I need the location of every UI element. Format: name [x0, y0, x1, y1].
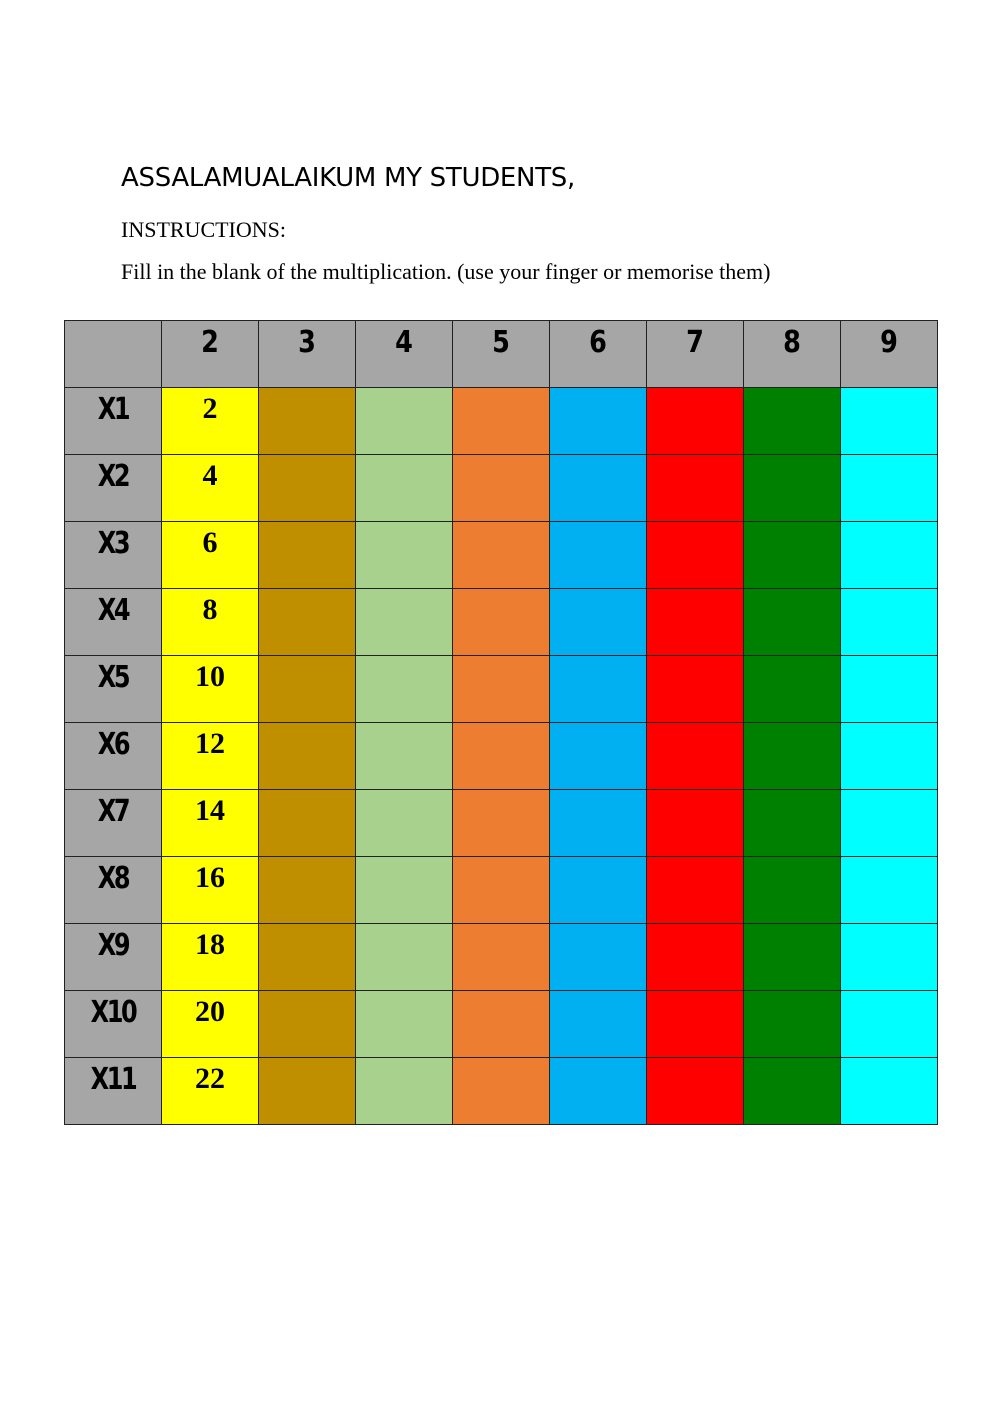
- answer-value: 18: [195, 928, 225, 961]
- row-header-label: X11: [90, 1062, 136, 1097]
- blank-answer-cell[interactable]: [259, 1058, 356, 1125]
- blank-answer-cell[interactable]: [453, 1058, 550, 1125]
- row-header-label: X6: [97, 727, 129, 762]
- blank-answer-cell[interactable]: [259, 388, 356, 455]
- multiplication-table: [64, 320, 938, 1125]
- blank-answer-cell[interactable]: [453, 656, 550, 723]
- column-header-label: 2: [201, 325, 219, 360]
- blank-answer-cell[interactable]: [259, 991, 356, 1058]
- blank-answer-cell[interactable]: [647, 790, 744, 857]
- blank-answer-cell[interactable]: [550, 790, 647, 857]
- table-row: [65, 924, 938, 991]
- instructions-heading: INSTRUCTIONS:: [121, 217, 287, 242]
- column-header-label: 3: [298, 325, 316, 360]
- blank-answer-cell[interactable]: [550, 857, 647, 924]
- blank-answer-cell[interactable]: [259, 924, 356, 991]
- blank-answer-cell[interactable]: [259, 857, 356, 924]
- blank-answer-cell[interactable]: [550, 1058, 647, 1125]
- row-header-cell: [65, 455, 162, 522]
- answer-cell: [162, 522, 259, 589]
- blank-answer-cell[interactable]: [647, 656, 744, 723]
- blank-answer-cell[interactable]: [356, 455, 453, 522]
- answer-value: 20: [195, 995, 225, 1028]
- blank-answer-cell[interactable]: [841, 857, 938, 924]
- answer-value: 22: [195, 1062, 225, 1095]
- table-row: [65, 991, 938, 1058]
- table-row: [65, 723, 938, 790]
- blank-answer-cell[interactable]: [647, 924, 744, 991]
- column-header-label: 4: [395, 325, 413, 360]
- blank-answer-cell[interactable]: [744, 1058, 841, 1125]
- table-row: [65, 857, 938, 924]
- answer-value: 10: [195, 660, 225, 693]
- blank-answer-cell[interactable]: [356, 388, 453, 455]
- blank-answer-cell[interactable]: [744, 656, 841, 723]
- blank-answer-cell[interactable]: [841, 455, 938, 522]
- blank-answer-cell[interactable]: [744, 589, 841, 656]
- answer-cell: [162, 1058, 259, 1125]
- answer-value: 16: [195, 861, 225, 894]
- column-header-cell: [550, 321, 647, 388]
- answer-cell: [162, 723, 259, 790]
- blank-answer-cell[interactable]: [453, 455, 550, 522]
- blank-answer-cell[interactable]: [841, 589, 938, 656]
- column-header-cell: [453, 321, 550, 388]
- blank-answer-cell[interactable]: [453, 924, 550, 991]
- blank-answer-cell[interactable]: [550, 522, 647, 589]
- blank-answer-cell[interactable]: [744, 455, 841, 522]
- blank-answer-cell[interactable]: [647, 991, 744, 1058]
- table-row: [65, 522, 938, 589]
- column-header-label: 6: [589, 325, 607, 360]
- blank-answer-cell[interactable]: [647, 857, 744, 924]
- table-row: [65, 455, 938, 522]
- answer-value: 4: [202, 459, 218, 492]
- column-header-cell: [162, 321, 259, 388]
- answer-cell: [162, 455, 259, 522]
- table-header-row: [65, 321, 938, 388]
- answer-cell: [162, 991, 259, 1058]
- blank-answer-cell[interactable]: [841, 790, 938, 857]
- blank-answer-cell[interactable]: [744, 991, 841, 1058]
- row-header-cell: [65, 1058, 162, 1125]
- row-header-cell: [65, 991, 162, 1058]
- blank-answer-cell[interactable]: [356, 857, 453, 924]
- blank-answer-cell[interactable]: [356, 790, 453, 857]
- answer-value: 14: [195, 794, 225, 827]
- blank-answer-cell[interactable]: [259, 522, 356, 589]
- column-header-cell: [356, 321, 453, 388]
- answer-cell: [162, 656, 259, 723]
- blank-answer-cell[interactable]: [259, 656, 356, 723]
- answer-value: 12: [195, 727, 225, 760]
- blank-answer-cell[interactable]: [259, 790, 356, 857]
- row-header-label: X10: [90, 995, 136, 1030]
- blank-answer-cell[interactable]: [841, 924, 938, 991]
- row-header-label: X5: [97, 660, 129, 695]
- answer-cell: [162, 790, 259, 857]
- row-header-label: X3: [97, 526, 129, 561]
- blank-answer-cell[interactable]: [550, 589, 647, 656]
- blank-answer-cell[interactable]: [744, 522, 841, 589]
- row-header-cell: [65, 589, 162, 656]
- blank-answer-cell[interactable]: [647, 522, 744, 589]
- blank-answer-cell[interactable]: [647, 388, 744, 455]
- row-header-cell: [65, 656, 162, 723]
- row-header-label: X2: [97, 459, 129, 494]
- blank-answer-cell[interactable]: [453, 522, 550, 589]
- row-header-cell: [65, 723, 162, 790]
- blank-answer-cell[interactable]: [744, 790, 841, 857]
- blank-answer-cell[interactable]: [841, 522, 938, 589]
- row-header-label: X1: [97, 392, 129, 427]
- blank-answer-cell[interactable]: [841, 388, 938, 455]
- blank-answer-cell[interactable]: [356, 656, 453, 723]
- blank-answer-cell[interactable]: [550, 723, 647, 790]
- column-header-label: 9: [880, 325, 898, 360]
- answer-value: 2: [202, 392, 218, 425]
- row-header-label: X8: [97, 861, 129, 896]
- blank-answer-cell[interactable]: [647, 455, 744, 522]
- answer-cell: [162, 589, 259, 656]
- row-header-label: X7: [97, 794, 129, 829]
- blank-answer-cell[interactable]: [647, 589, 744, 656]
- blank-answer-cell[interactable]: [744, 857, 841, 924]
- table-row: [65, 1058, 938, 1125]
- blank-answer-cell[interactable]: [453, 790, 550, 857]
- blank-answer-cell[interactable]: [744, 388, 841, 455]
- column-header-cell: [647, 321, 744, 388]
- blank-answer-cell[interactable]: [356, 1058, 453, 1125]
- blank-answer-cell[interactable]: [356, 991, 453, 1058]
- blank-answer-cell[interactable]: [453, 991, 550, 1058]
- blank-answer-cell[interactable]: [647, 1058, 744, 1125]
- blank-answer-cell[interactable]: [550, 455, 647, 522]
- blank-answer-cell[interactable]: [744, 924, 841, 991]
- row-header-cell: [65, 790, 162, 857]
- blank-answer-cell[interactable]: [550, 656, 647, 723]
- blank-answer-cell[interactable]: [259, 455, 356, 522]
- answer-value: 6: [202, 526, 218, 559]
- blank-answer-cell[interactable]: [744, 723, 841, 790]
- blank-answer-cell[interactable]: [356, 522, 453, 589]
- blank-answer-cell[interactable]: [647, 723, 744, 790]
- blank-answer-cell[interactable]: [550, 991, 647, 1058]
- row-header-label: X9: [97, 928, 129, 963]
- blank-answer-cell[interactable]: [453, 589, 550, 656]
- table-row: [65, 388, 938, 455]
- blank-answer-cell[interactable]: [453, 388, 550, 455]
- answer-cell: [162, 388, 259, 455]
- column-header-cell: [744, 321, 841, 388]
- blank-answer-cell[interactable]: [356, 924, 453, 991]
- blank-answer-cell[interactable]: [841, 723, 938, 790]
- answer-cell: [162, 857, 259, 924]
- blank-answer-cell[interactable]: [453, 857, 550, 924]
- table-row: [65, 589, 938, 656]
- blank-answer-cell[interactable]: [841, 1058, 938, 1125]
- blank-answer-cell[interactable]: [841, 991, 938, 1058]
- row-header-cell: [65, 924, 162, 991]
- blank-answer-cell[interactable]: [550, 388, 647, 455]
- blank-answer-cell[interactable]: [550, 924, 647, 991]
- column-header-cell: [259, 321, 356, 388]
- blank-answer-cell[interactable]: [259, 589, 356, 656]
- row-header-label: X4: [97, 593, 129, 628]
- row-header-cell: [65, 857, 162, 924]
- answer-value: 8: [202, 593, 218, 626]
- blank-answer-cell[interactable]: [356, 723, 453, 790]
- table-row: [65, 656, 938, 723]
- column-header-label: 5: [492, 325, 510, 360]
- blank-answer-cell[interactable]: [356, 589, 453, 656]
- column-header-label: 7: [686, 325, 704, 360]
- column-header-label: 8: [783, 325, 801, 360]
- table-row: [65, 790, 938, 857]
- header-corner-cell: [65, 321, 162, 388]
- instructions-text: Fill in the blank of the multiplication. (use your finger or memorise them): [121, 259, 771, 284]
- row-header-cell: [65, 388, 162, 455]
- answer-cell: [162, 924, 259, 991]
- column-header-cell: [841, 321, 938, 388]
- blank-answer-cell[interactable]: [259, 723, 356, 790]
- blank-answer-cell[interactable]: [453, 723, 550, 790]
- page-greeting: ASSALAMUALAIKUM MY STUDENTS,: [121, 163, 575, 193]
- blank-answer-cell[interactable]: [841, 656, 938, 723]
- row-header-cell: [65, 522, 162, 589]
